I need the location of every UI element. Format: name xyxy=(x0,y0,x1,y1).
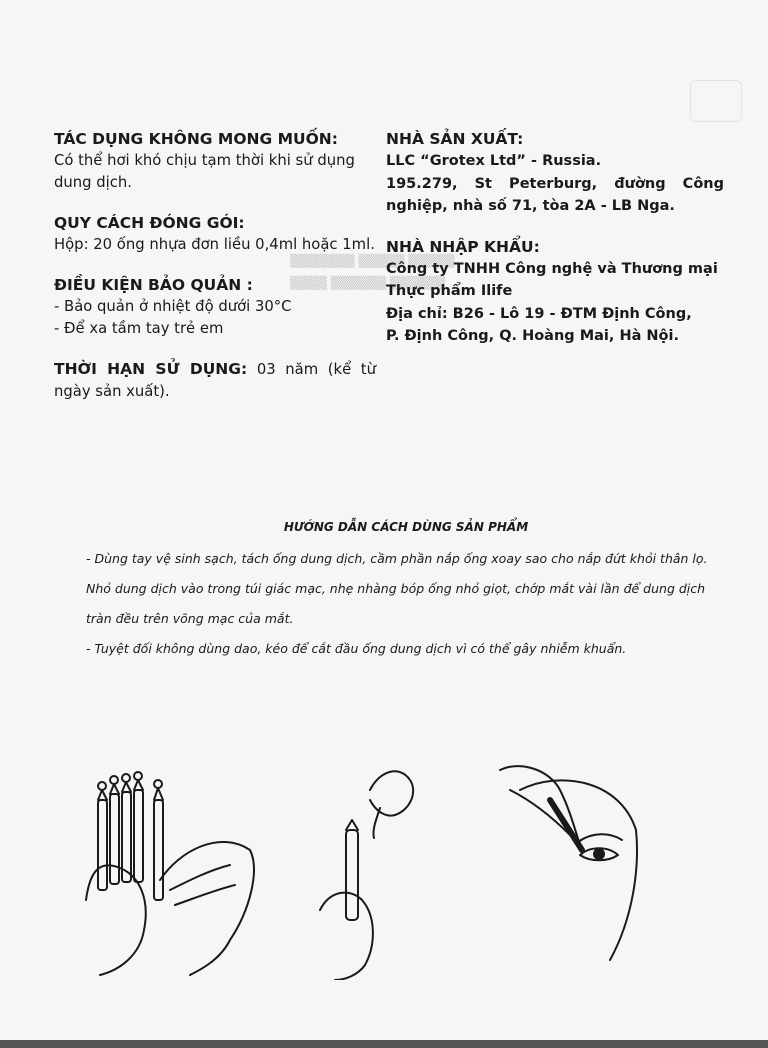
importer-address-1: Địa chỉ: B26 - Lô 19 - ĐTM Định Công, xyxy=(386,305,692,322)
usage-guide-line-2: Nhỏ dung dịch vào trong túi giác mạc, nhẹ nhàng bóp ống nhỏ giọt, chớp mắt vài lần để dung dịch xyxy=(86,581,706,596)
usage-guide-line-4: - Tuyệt đối không dùng dao, kéo để cắt đầu ống dung dịch vì có thể gây nhiễm khuẩn. xyxy=(86,641,627,656)
usage-illustrations xyxy=(80,760,640,980)
manufacturer-name: LLC “Grotex Ltd” - Russia. xyxy=(386,153,602,169)
hand-holding-vials-illustration xyxy=(86,772,254,975)
right-hand-outline xyxy=(160,842,254,975)
eye-drop-application-illustration xyxy=(500,766,637,960)
storage-section xyxy=(54,274,376,340)
packaging-heading: QUY CÁCH ĐÓNG GÓI: xyxy=(54,214,245,232)
usage-guide-title: HƯỚNG DẪN CÁCH DÙNG SẢN PHẨM xyxy=(283,520,529,534)
storage-line-2: - Để xa tầm tay trẻ em xyxy=(54,320,224,337)
background-show-through: ▒▒▒▒▒▒▒ ▒▒▒▒▒ ▒▒▒▒▒ ▒▒▒▒ ▒▒▒▒▒▒ ▒▒▒▒▒▒ xyxy=(290,254,455,290)
vial-strip-icon xyxy=(98,772,163,900)
shelf-life-text: 03 năm (kể từ ngày sản xuất). xyxy=(54,361,376,400)
manufacturer-address: 195.279, St Peterburg, đường Công nghiệp, nhà số 71, tòa 2A - LB Nga. xyxy=(386,175,724,214)
side-effects-heading: TÁC DỤNG KHÔNG MONG MUỐN: xyxy=(54,130,338,148)
watermark-logo xyxy=(690,80,742,122)
left-column xyxy=(54,128,376,421)
page-bottom-edge xyxy=(0,1040,768,1048)
shelf-life-paragraph xyxy=(54,358,376,403)
usage-guide xyxy=(86,520,726,664)
importer-heading: NHÀ NHẬP KHẨU: xyxy=(386,237,540,256)
importer-address-2: P. Định Công, Q. Hoàng Mai, Hà Nội. xyxy=(386,328,679,344)
left-hand-outline xyxy=(86,865,146,975)
storage-heading: ĐIỀU KIỆN BẢO QUẢN : xyxy=(54,276,253,294)
single-vial-icon xyxy=(346,830,358,920)
packaging-text: Hộp: 20 ống nhựa đơn liều 0,4ml hoặc 1ml. xyxy=(54,236,375,253)
side-effects-section xyxy=(54,128,376,194)
dropper-vial-icon xyxy=(550,800,582,850)
right-column xyxy=(386,128,724,366)
fingers-holding-cap xyxy=(370,771,413,838)
side-effects-text: Có thể hơi khó chịu tạm thời khi sử dụng dung dịch. xyxy=(54,152,355,191)
importer-name: Công ty TNHH Công nghệ và Thương mại Thực phẩm Ilife xyxy=(386,260,718,299)
storage-line-1: - Bảo quản ở nhiệt độ dưới 30°C xyxy=(54,298,292,315)
usage-guide-line-1: - Dùng tay vệ sinh sạch, tách ống dung dịch, cầm phần nắp ống xoay sao cho nắp đứt khỏi thân lọ. xyxy=(86,551,708,566)
twist-cap-illustration xyxy=(320,771,413,980)
manufacturer-section xyxy=(386,128,724,218)
shelf-life-section xyxy=(54,358,376,403)
importer-section xyxy=(386,236,724,348)
eyebrow xyxy=(578,834,622,842)
usage-guide-line-3: tràn đều trên võng mạc của mắt. xyxy=(86,611,294,626)
manufacturer-heading: NHÀ SẢN XUẤT: xyxy=(386,130,524,148)
packaging-section xyxy=(54,212,376,256)
shelf-life-heading: THỜI HẠN SỬ DỤNG: xyxy=(54,360,248,378)
